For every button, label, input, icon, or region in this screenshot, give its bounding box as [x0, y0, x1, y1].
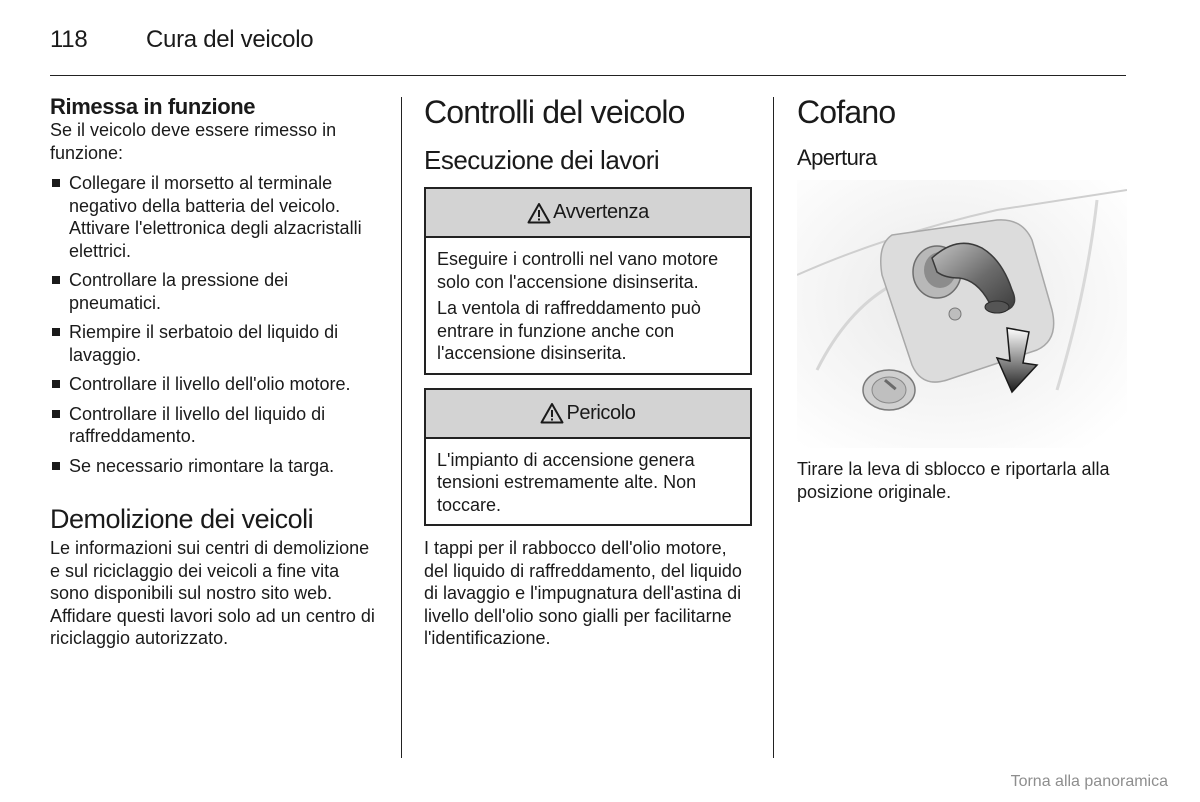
recommissioning-list	[50, 172, 380, 477]
demolition-text: Le informazioni sui centri di demolizione e sul riciclaggio dei veicoli a fine vita sono disponibili sul nostro sito web. Affidare questi lavori solo ad un centro di riciclaggio autorizzato.	[50, 538, 375, 648]
left-column	[50, 94, 380, 650]
demolition-heading: Demolizione dei veicoli	[50, 504, 314, 534]
opening-heading: Apertura	[797, 145, 877, 170]
bullet-square	[52, 410, 60, 418]
column-divider	[401, 97, 402, 758]
recommissioning-heading: Rimessa in funzione	[50, 94, 256, 119]
hood-release-lever-illustration	[797, 180, 1127, 448]
danger-box-header	[426, 390, 750, 439]
list-item: Controllare il livello del liquido di raffreddamento.	[50, 403, 380, 448]
bullet-square	[52, 179, 60, 187]
warning-text: La ventola di raffreddamento può entrare in funzione anche con l'accensione disinserita.	[437, 298, 701, 363]
danger-box	[424, 388, 752, 527]
warning-box-header	[426, 189, 750, 238]
bullet-square	[52, 276, 60, 284]
page-header	[50, 26, 1126, 76]
work-execution-heading: Esecuzione dei lavori	[424, 145, 660, 175]
bullet-square	[52, 328, 60, 336]
danger-text: L'impianto di accensione genera tensioni estremamente alte. Non toccare.	[437, 449, 697, 515]
back-to-overview-link[interactable]: Torna alla panoramica	[1010, 773, 1168, 790]
recommissioning-intro: Se il veicolo deve essere rimesso in funzione:	[50, 120, 337, 163]
section-title: Cura del veicolo	[146, 26, 314, 53]
warning-text: Eseguire i controlli nel vano motore solo con l'accensione disinserita.	[437, 249, 719, 292]
list-item: Controllare la pressione dei pneumatici.	[50, 269, 380, 314]
page-number: 118	[50, 26, 88, 53]
middle-column	[424, 94, 754, 650]
list-item: Collegare il morsetto al terminale negativo della batteria del veicolo. Attivare l'elettronica degli alzacristalli elettrici.	[50, 172, 380, 262]
right-column	[797, 94, 1127, 503]
list-item: Riempire il serbatoio del liquido di lavaggio.	[50, 321, 380, 366]
hood-release-lever-icon	[797, 180, 1127, 448]
warning-triangle-icon	[540, 402, 564, 424]
bullet-square	[52, 380, 60, 388]
hood-title: Cofano	[797, 94, 896, 130]
warning-label: Avvertenza	[553, 201, 649, 223]
warning-triangle-icon	[527, 202, 551, 224]
hood-instruction: Tirare la leva di sblocco e riportarla alla posizione originale.	[797, 459, 1110, 502]
bullet-square	[52, 462, 60, 470]
column-divider	[773, 97, 774, 758]
list-item: Controllare il livello dell'olio motore.	[50, 373, 380, 396]
vehicle-checks-title: Controlli del veicolo	[424, 94, 685, 130]
list-item: Se necessario rimontare la targa.	[50, 455, 380, 478]
filler-caps-note: I tappi per il rabbocco dell'olio motore, del liquido di raffreddamento, del liquido di lavaggio e l'impugnatura dell'astina di livello dell'olio sono gialli per facilitarne l'identificazione.	[424, 538, 742, 648]
warning-box	[424, 187, 752, 375]
danger-label: Pericolo	[566, 401, 636, 424]
